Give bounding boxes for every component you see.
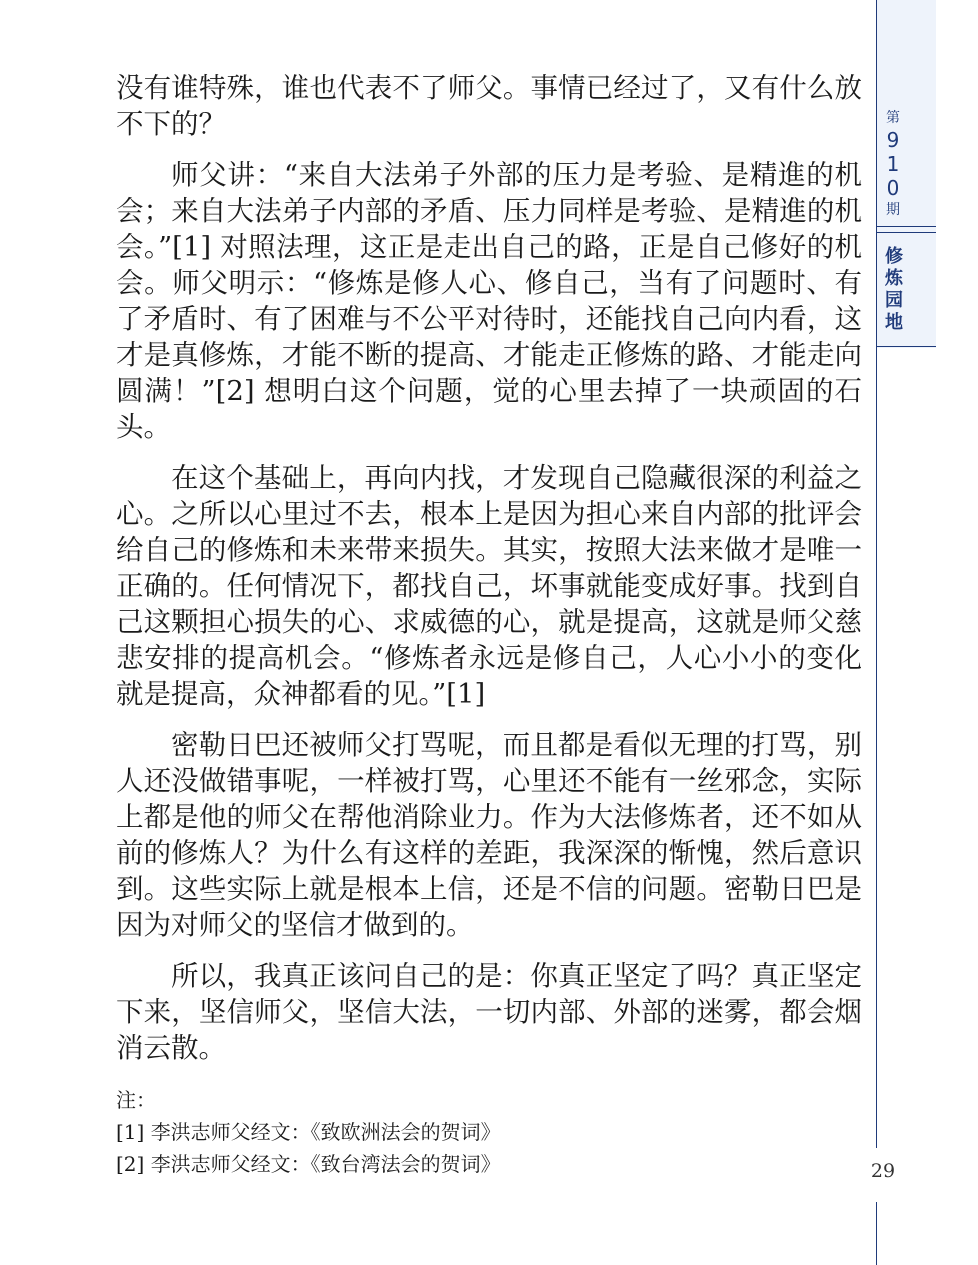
paragraph: 在这个基础上，再向内找，才发现自己隐藏很深的利益之心。之所以心里过不去，根本上是因为担心来自内部的批评会给自己的修炼和未来带来损失。其实，按照大法来做才是唯一正确的。任何情况下，都找自己，坏事就能变成好事。找到自己这颗担心损失的心、求威德的心，就是提高，这就是师父慈悲安排的提高机会。“修炼者永远是修自己，人心小小的变化就是提高，众神都看的见。”[1] — [116, 462, 862, 710]
issue-number — [880, 108, 906, 220]
section-char: 地 — [885, 312, 903, 333]
issue-prefix: 第 — [886, 110, 900, 126]
footnotes-label: 注： — [116, 1088, 156, 1112]
section-char: 修 — [885, 246, 903, 267]
paragraph: 所以，我真正该问自己的是：你真正坚定了吗？真正坚定下来，坚信师父，坚信大法，一切内部、外部的迷雾，都会烟消云散。 — [116, 960, 862, 1064]
footnote: [1] 李洪志师父经文：《致欧洲法会的贺词》 — [116, 1120, 501, 1144]
paragraph: 师父讲：“来自大法弟子外部的压力是考验、是精進的机会；来自大法弟子内部的矛盾、压力同样是考验、是精進的机会。”[1] 对照法理，这正是走出自己的路，正是自己修好的机会。师父明示：“修炼是修人心、修自己，当有了问题时、有了矛盾时、有了困难与不公平对待时，还能找自己向内看，这才是真修炼，才能不断的提高、才能走正修炼的路、才能走向圆满！”[2] 想明白这个问题，觉的心里去掉了一块顽固的石头。 — [116, 159, 862, 443]
page-number: 29 — [870, 1160, 896, 1182]
paragraph: 没有谁特殊，谁也代表不了师父。事情已经过了，又有什么放不下的？ — [116, 72, 862, 140]
footnote: [2] 李洪志师父经文：《致台湾法会的贺词》 — [116, 1152, 501, 1176]
footnotes — [116, 1084, 862, 1180]
article-body — [116, 70, 862, 1180]
margin-rule-upper — [876, 0, 877, 1148]
section-char: 炼 — [885, 268, 903, 289]
section-char: 园 — [885, 290, 903, 311]
issue-digit: 0 — [886, 176, 900, 200]
sidebar-divider — [876, 226, 936, 227]
issue-digit: 9 — [886, 128, 900, 152]
sidebar-divider — [876, 346, 936, 347]
section-title — [882, 246, 906, 334]
issue-suffix: 期 — [886, 202, 900, 218]
paragraph: 密勒日巴还被师父打骂呢，而且都是看似无理的打骂，别人还没做错事呢，一样被打骂，心里还不能有一丝邪念，实际上都是他的师父在帮他消除业力。作为大法修炼者，还不如从前的修炼人？为什么有这样的差距，我深深的惭愧，然后意识到。这些实际上就是根本上信，还是不信的问题。密勒日巴是因为对师父的坚信才做到的。 — [116, 729, 862, 941]
margin-rule-lower — [876, 1202, 877, 1265]
sidebar-divider — [876, 232, 936, 233]
issue-digit: 1 — [886, 152, 900, 176]
